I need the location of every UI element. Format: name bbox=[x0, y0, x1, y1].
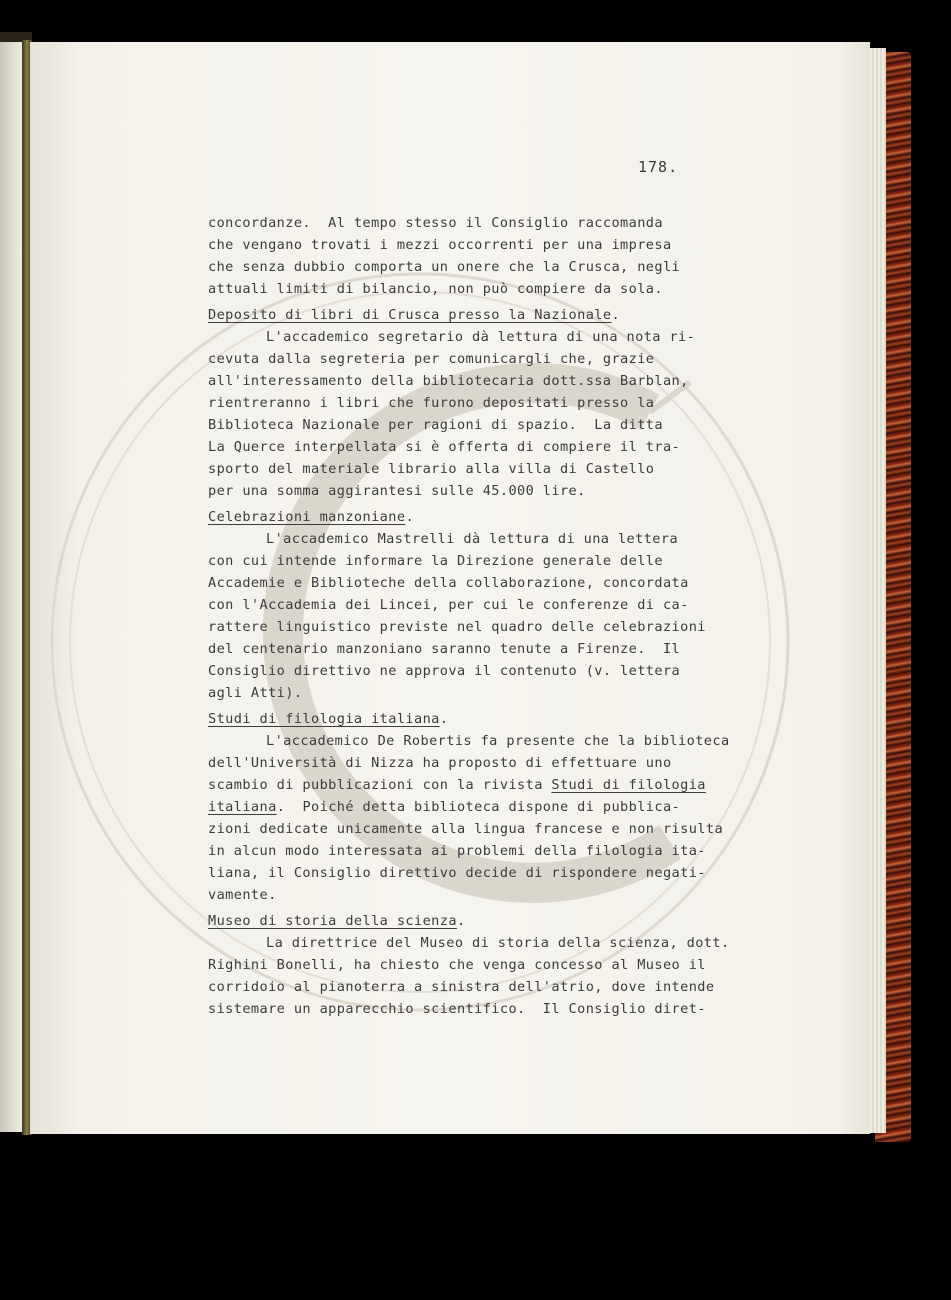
section-heading-celebrazioni bbox=[208, 506, 768, 528]
text-segment: scambio di pubblicazioni con la rivista bbox=[208, 777, 552, 793]
text-line: sporto del materiale librario alla villa di Castello bbox=[208, 461, 655, 477]
heading-text: Deposito di libri di Crusca presso la Nazionale bbox=[208, 307, 612, 323]
text-line: corridoio al pianoterra a sinistra dell'atrio, dove intende bbox=[208, 979, 715, 995]
left-page-edge bbox=[0, 42, 24, 1132]
text-line: Biblioteca Nazionale per ragioni di spazio. La ditta bbox=[208, 417, 663, 433]
text-line: La Querce interpellata si è offerta di compiere il tra- bbox=[208, 439, 681, 455]
text-line: liana, il Consiglio direttivo decide di rispondere negati- bbox=[208, 865, 706, 881]
text-line: L'accademico segretario dà lettura di una nota ri- bbox=[266, 329, 696, 345]
text-line: con l'Accademia dei Lincei, per cui le conferenze di ca- bbox=[208, 597, 689, 613]
journal-title: Studi di filologia bbox=[551, 777, 706, 793]
text-line: all'interessamento della bibliotecaria dott.ssa Barblan, bbox=[208, 373, 689, 389]
text-line: cevuta dalla segreteria per comunicargli che, grazie bbox=[208, 351, 655, 367]
text-line: sistemare un apparecchio scientifico. Il Consiglio diret- bbox=[208, 1001, 706, 1017]
text-line: Accademie e Biblioteche della collaborazione, concordata bbox=[208, 575, 689, 591]
text-line: che vengano trovati i mezzi occorrenti per una impresa bbox=[208, 237, 672, 253]
journal-title: italiana bbox=[208, 799, 277, 815]
heading-text: Studi di filologia italiana bbox=[208, 711, 440, 727]
document-page bbox=[30, 42, 870, 1134]
document-body bbox=[208, 212, 768, 1020]
text-line: del centenario manzoniano saranno tenute a Firenze. Il bbox=[208, 641, 681, 657]
heading-period: . bbox=[405, 509, 415, 525]
text-line: rattere linguistico previste nel quadro delle celebrazioni bbox=[208, 619, 706, 635]
text-line: L'accademico Mastrelli dà lettura di una lettera bbox=[266, 531, 679, 547]
text-line: vamente. bbox=[208, 887, 277, 903]
heading-text: Celebrazioni manzoniane bbox=[208, 509, 406, 525]
text-line: con cui intende informare la Direzione generale delle bbox=[208, 553, 663, 569]
heading-period: . bbox=[611, 307, 621, 323]
text-line: zioni dedicate unicamente alla lingua francese e non risulta bbox=[208, 821, 724, 837]
heading-period: . bbox=[439, 711, 449, 727]
text-line: che senza dubbio comporta un onere che la Crusca, negli bbox=[208, 259, 681, 275]
text-line bbox=[208, 796, 768, 818]
section-heading-studi bbox=[208, 708, 768, 730]
text-line: per una somma aggirantesi sulle 45.000 lire. bbox=[208, 483, 586, 499]
text-line: dell'Università di Nizza ha proposto di effettuare uno bbox=[208, 755, 672, 771]
text-line: La direttrice del Museo di storia della scienza, dott. bbox=[266, 935, 730, 951]
text-line: agli Atti). bbox=[208, 685, 303, 701]
text-line: Righini Bonelli, ha chiesto che venga concesso al Museo il bbox=[208, 957, 706, 973]
text-line bbox=[208, 774, 768, 796]
text-line: attuali limiti di bilancio, non può compiere da sola. bbox=[208, 281, 663, 297]
heading-text: Museo di storia della scienza bbox=[208, 913, 457, 929]
text-segment: . Poiché detta biblioteca dispone di pubblica- bbox=[276, 799, 681, 815]
text-line: rientreranno i libri che furono depositati presso la bbox=[208, 395, 655, 411]
heading-period: . bbox=[456, 913, 466, 929]
text-line: Consiglio direttivo ne approva il contenuto (v. lettera bbox=[208, 663, 681, 679]
text-line: concordanze. Al tempo stesso il Consiglio raccomanda bbox=[208, 215, 663, 231]
page-number: 178. bbox=[638, 158, 679, 176]
section-heading-museo bbox=[208, 910, 768, 932]
text-line: in alcun modo interessata ai problemi della filologia ita- bbox=[208, 843, 706, 859]
text-line: L'accademico De Robertis fa presente che la biblioteca bbox=[266, 733, 730, 749]
section-heading-deposito bbox=[208, 304, 768, 326]
